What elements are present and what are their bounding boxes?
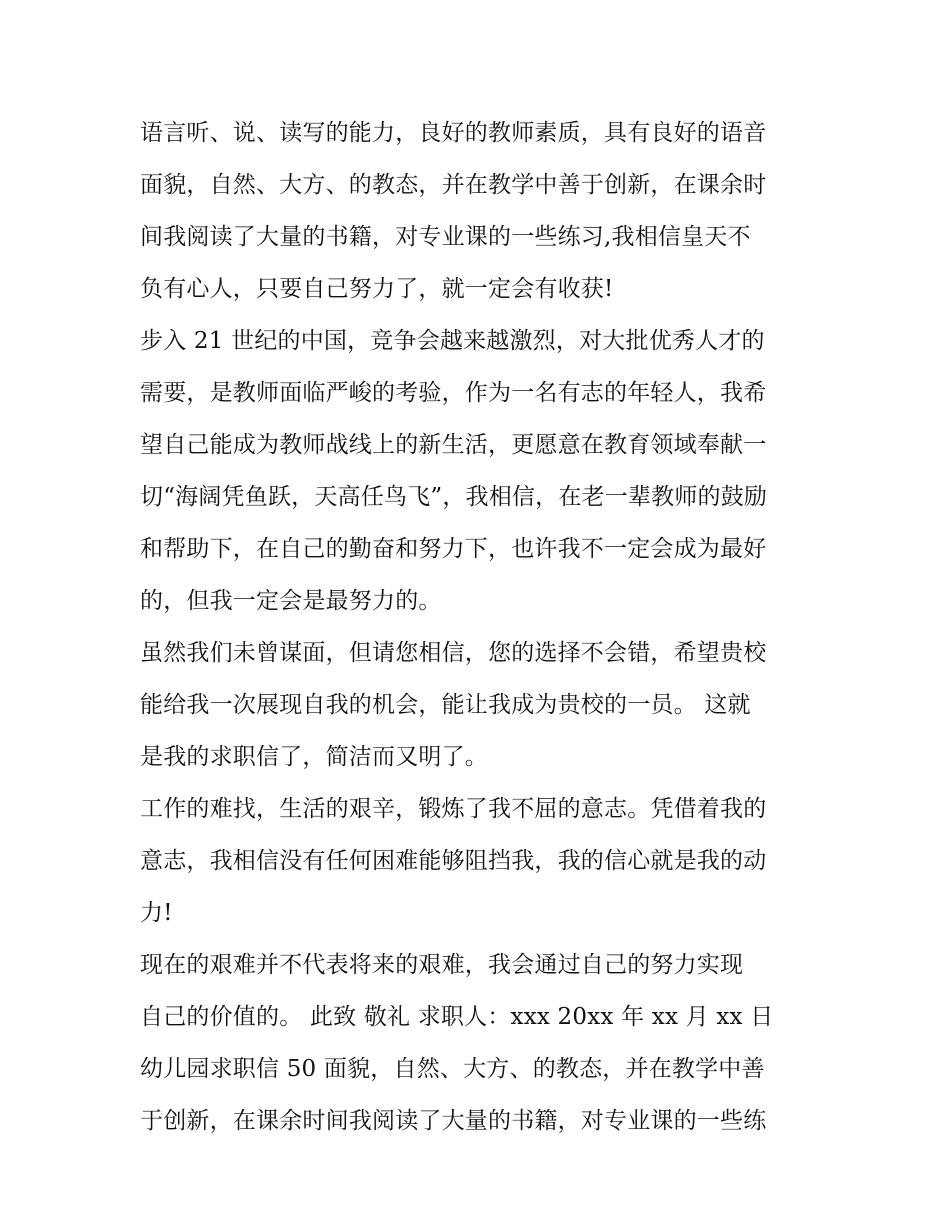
body-text: [140, 107, 830, 1147]
text-line: 是我的求职信了，简洁而又明了。: [140, 744, 488, 770]
text-line: 间我阅读了大量的书籍，对专业课的一些练习,我相信皇天不: [140, 224, 751, 250]
text-line: 需要，是教师面临严峻的考验，作为一名有志的年轻人，我希: [140, 380, 767, 406]
text-line: 负有心人，只要自己努力了，就一定会有收获!: [140, 276, 614, 302]
text-line: 现在的艰难并不代表将来的艰难，我会通过自己的努力实现: [140, 952, 744, 978]
text-line: 步入 21 世纪的中国，竞争会越来越激烈，对大批优秀人才的: [140, 328, 765, 354]
text-line: 幼儿园求职信 50 面貌，自然、大方、的教态，并在教学中善: [140, 1056, 765, 1082]
text-line: 虽然我们未曾谋面，但请您相信，您的选择不会错，希望贵校: [140, 640, 767, 666]
text-line: 语言听、说、读写的能力，良好的教师素质，具有良好的语音: [140, 120, 767, 146]
text-line: 面貌，自然、大方、的教态，并在教学中善于创新，在课余时: [140, 172, 767, 198]
text-line: 自己的价值的。 此致 敬礼 求职人：xxx 20xx 年 xx 月 xx 日: [140, 1004, 774, 1030]
text-line: 和帮助下，在自己的勤奋和努力下，也许我不一定会成为最好: [140, 536, 767, 562]
text-line: 能给我一次展现自我的机会，能让我成为贵校的一员。 这就: [140, 692, 751, 718]
text-line: 切“海阔凭鱼跃，天高任鸟飞”，我相信，在老一辈教师的鼓励: [140, 484, 768, 510]
text-line: 于创新，在课余时间我阅读了大量的书籍，对专业课的一些练: [140, 1108, 767, 1134]
text-line: 工作的难找，生活的艰辛，锻炼了我不屈的意志。凭借着我的: [140, 796, 767, 822]
text-line: 力!: [140, 900, 173, 926]
text-line: 望自己能成为教师战线上的新生活，更愿意在教育领域奉献一: [140, 432, 767, 458]
text-line: 的，但我一定会是最努力的。: [140, 588, 442, 614]
text-line: 意志，我相信没有任何困难能够阻挡我，我的信心就是我的动: [140, 848, 767, 874]
